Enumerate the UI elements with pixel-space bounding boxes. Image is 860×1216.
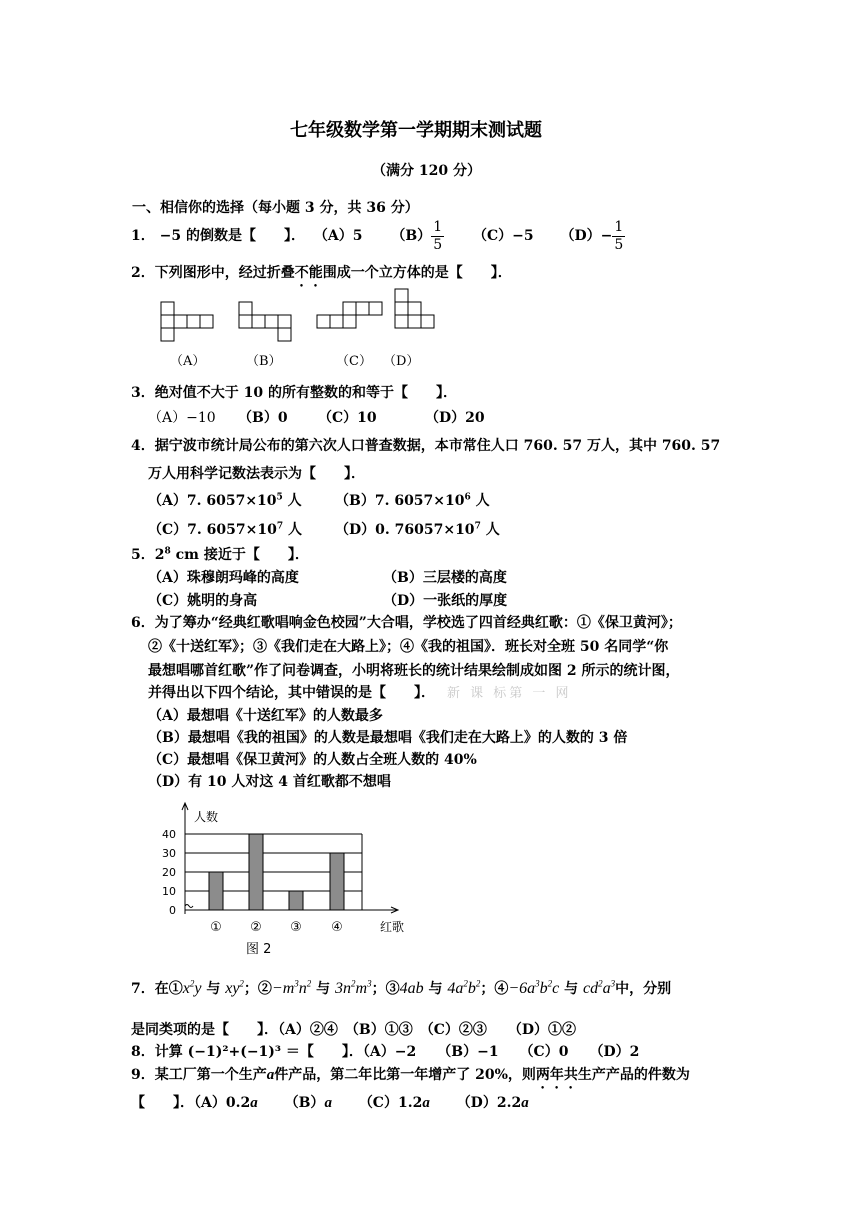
section-heading: 一、相信你的选择（每小题 3 分，共 36 分） — [132, 200, 419, 216]
q5-post: cm 接近于【 】． — [170, 547, 309, 563]
q2-stem-emphasis: 不能 — [294, 265, 323, 281]
q1-option-b: （B） — [391, 228, 432, 244]
q5-option-b: （B）三层楼的高度 — [383, 570, 507, 586]
q1-option-d: （D）− — [560, 228, 613, 244]
q9-line2-b: （B） — [284, 1095, 325, 1111]
q7-term-2: $xy^2$ — [225, 978, 244, 997]
q4-c-text: （C）7. 6057×10 — [148, 522, 277, 538]
q2-stem-a: 2．下列图形中，经过折叠 — [131, 265, 295, 281]
question-1 — [131, 216, 625, 256]
net-label-a: （A） — [170, 354, 206, 369]
q4-b-text: （B）7. 6057×10 — [335, 493, 465, 509]
bar-4 — [330, 853, 344, 910]
q7-conj-3: 与 — [423, 981, 448, 997]
watermark-text: 新 课 标第 一 网 — [447, 686, 572, 701]
q4-a-exponent: 5 — [276, 492, 283, 503]
y-axis-label: 人数 — [194, 810, 219, 824]
question-9-line-1 — [131, 1064, 690, 1092]
q6-option-b: （B）最想唱《我的祖国》的人数是最想唱《我们走在大路上》的人数的 3 倍 — [148, 730, 628, 746]
bar-3 — [289, 891, 303, 910]
q6-option-a: （A）最想唱《十送红军》的人数最多 — [148, 708, 383, 724]
q1-option-b-fraction — [431, 219, 444, 254]
axis-break-mark — [185, 905, 193, 908]
q9-var-c: a — [422, 1095, 430, 1111]
chart-caption: 图 2 — [246, 942, 272, 957]
q9-var-b: a — [324, 1095, 332, 1111]
q4-a-unit: 人 — [282, 493, 302, 509]
q7-term-6: $4a^2b^2$ — [447, 978, 481, 997]
y-tick-label: 40 — [162, 828, 176, 841]
y-tick-label: 0 — [169, 904, 176, 917]
q7-conj-1: 与 — [201, 981, 226, 997]
q7-sep-2: ；② — [243, 981, 272, 997]
q4-option-d — [335, 519, 500, 539]
question-4-line-2: 万人用科学记数法表示为【 】． — [148, 466, 365, 482]
q7-term-4: $3n^2m^3$ — [335, 978, 372, 997]
q9-var: a — [266, 1067, 275, 1083]
q1-option-c: （C）−5 — [472, 228, 534, 244]
q7-term-1: $x^2y$ — [182, 978, 202, 997]
q5-exponent: 8 — [164, 546, 171, 557]
q4-option-a — [148, 490, 302, 510]
q1-d-denominator: 5 — [614, 236, 624, 253]
q6-option-c: （C）最想唱《保卫黄河》的人数占全班人数的 40% — [148, 752, 477, 768]
q9-a: 9．某工厂第一个生产 — [131, 1067, 267, 1083]
net-label-b: （B） — [246, 354, 282, 369]
x-tick-label: ① — [210, 920, 222, 935]
question-6-line-1: 6．为了筹办“经典红歌唱响金色校园”大合唱，学校选了四首经典红歌：①《保卫黄河》； — [131, 615, 682, 631]
net-a — [161, 302, 213, 341]
q4-option-b — [335, 490, 490, 510]
y-tick-label: 10 — [162, 885, 176, 898]
q7-conj-4: 与 — [559, 981, 583, 997]
question-6-line-3: 最想唱哪首红歌”作了问卷调查，小明将班长的统计结果绘制成如图 2 所示的统计图， — [148, 663, 680, 679]
q9-emphasis: 两年共 — [535, 1067, 578, 1083]
bar-2 — [249, 834, 263, 910]
q9-var-d: a — [521, 1095, 529, 1111]
net-label-c: （C） — [336, 354, 372, 369]
q9-line2-c: （C）1.2 — [358, 1095, 423, 1111]
q2-stem-b: 围成一个立方体的是【 】． — [322, 265, 512, 281]
page-subtitle: （满分 120 分） — [372, 163, 481, 179]
q9-c: 生产产品的件数为 — [577, 1067, 690, 1083]
q6-line-4-text: 并得出以下四个结论，其中错误的是【 】． — [148, 685, 435, 701]
q3-option-c: （C）10 — [318, 410, 377, 426]
q4-option-c — [148, 519, 302, 539]
q7-sep-4: ；④ — [480, 981, 509, 997]
q1-option-d-fraction — [612, 219, 625, 254]
net-b — [239, 302, 291, 341]
net-d — [395, 289, 434, 328]
x-tick-label: ③ — [290, 920, 302, 935]
net-c — [317, 302, 382, 328]
q1-d-numerator: 1 — [614, 218, 624, 235]
q9-line2-a: 【 】．（A）0.2 — [131, 1095, 251, 1111]
bar-chart — [150, 800, 420, 969]
cube-nets-svg — [158, 286, 448, 346]
x-tick-label: ② — [250, 920, 262, 935]
q1-b-denominator: 5 — [433, 236, 443, 253]
question-6-line-4 — [148, 682, 572, 702]
q1-b-numerator: 1 — [433, 218, 443, 235]
question-7-line-2: 是同类项的是【 】．（A）②④ （B）①③ （C）②③ （D）①② — [131, 1022, 576, 1038]
q4-d-text: （D）0. 76057×10 — [335, 522, 475, 538]
q5-pre: 5．2 — [131, 547, 165, 563]
q6-option-d: （D）有 10 人对这 4 首红歌都不想唱 — [148, 774, 391, 790]
q5-option-d: （D）一张纸的厚度 — [383, 593, 508, 609]
q1-stem: −5 的倒数是【 】． — [159, 228, 305, 244]
q7-conj-2: 与 — [311, 981, 336, 997]
x-axis-label: 红歌 — [380, 920, 405, 934]
q5-option-c: （C）姚明的身高 — [148, 593, 258, 609]
q3-option-d: （D）20 — [425, 410, 485, 426]
q4-c-unit: 人 — [283, 522, 302, 538]
question-5-stem — [131, 544, 309, 564]
q7-sep-3: ；③ — [371, 981, 400, 997]
q3-option-a: （A）−10 — [148, 410, 216, 426]
question-9-line-2 — [131, 1092, 529, 1112]
x-tick-label: ④ — [331, 920, 343, 935]
q4-c-exponent: 7 — [276, 521, 284, 532]
page-title: 七年级数学第一学期期末测试题 — [290, 120, 542, 141]
cube-nets-figure — [158, 286, 448, 350]
q4-d-exponent: 7 — [474, 521, 481, 532]
q7-post: 中，分别 — [615, 981, 672, 997]
q7-term-5: 4ab — [399, 980, 424, 997]
q9-var-a: a — [250, 1095, 258, 1111]
q4-a-text: （A）7. 6057×10 — [148, 493, 277, 509]
q1-number: 1． — [131, 228, 155, 244]
q7-term-3: $-m^3n^2$ — [271, 978, 312, 997]
net-label-d: （D） — [383, 354, 420, 369]
question-4-line-1: 4．据宁波市统计局公布的第六次人口普查数据，本市常住人口 760. 57 万人，其中 760. 57 — [131, 438, 721, 454]
q1-option-a: （A）5 — [313, 228, 363, 244]
question-3-stem: 3．绝对值不大于 10 的所有整数的和等于【 】． — [131, 385, 457, 401]
q5-option-a: （A）珠穆朗玛峰的高度 — [148, 570, 299, 586]
q3-option-b: （B）0 — [238, 410, 288, 426]
q4-b-unit: 人 — [470, 493, 490, 509]
q4-d-unit: 人 — [480, 522, 500, 538]
question-8: 8．计算 (−1)²+(−1)³ ＝【 】．（A）−2 （B）−1 （C）0 （D）2 — [131, 1044, 640, 1060]
y-tick-label: 30 — [162, 847, 176, 860]
question-6-line-2: ②《十送红军》；③《我们走在大路上》；④《我的祖国》．班长对全班 50 名同学“你 — [148, 639, 669, 655]
bar-chart-svg — [150, 800, 420, 965]
q9-b: 件产品，第二年比第一年增产了 20%，则 — [274, 1067, 536, 1083]
q7-pre: 7．在① — [131, 981, 183, 997]
q9-line2-d: （D）2.2 — [456, 1095, 522, 1111]
y-tick-label: 20 — [162, 866, 176, 879]
bar-1 — [209, 872, 223, 910]
q7-term-7: $-6a^3b^2c$ — [508, 978, 560, 997]
question-7-line-1 — [131, 978, 671, 998]
q7-term-8: $cd^2a^3$ — [583, 978, 616, 997]
q4-b-exponent: 6 — [464, 492, 471, 503]
